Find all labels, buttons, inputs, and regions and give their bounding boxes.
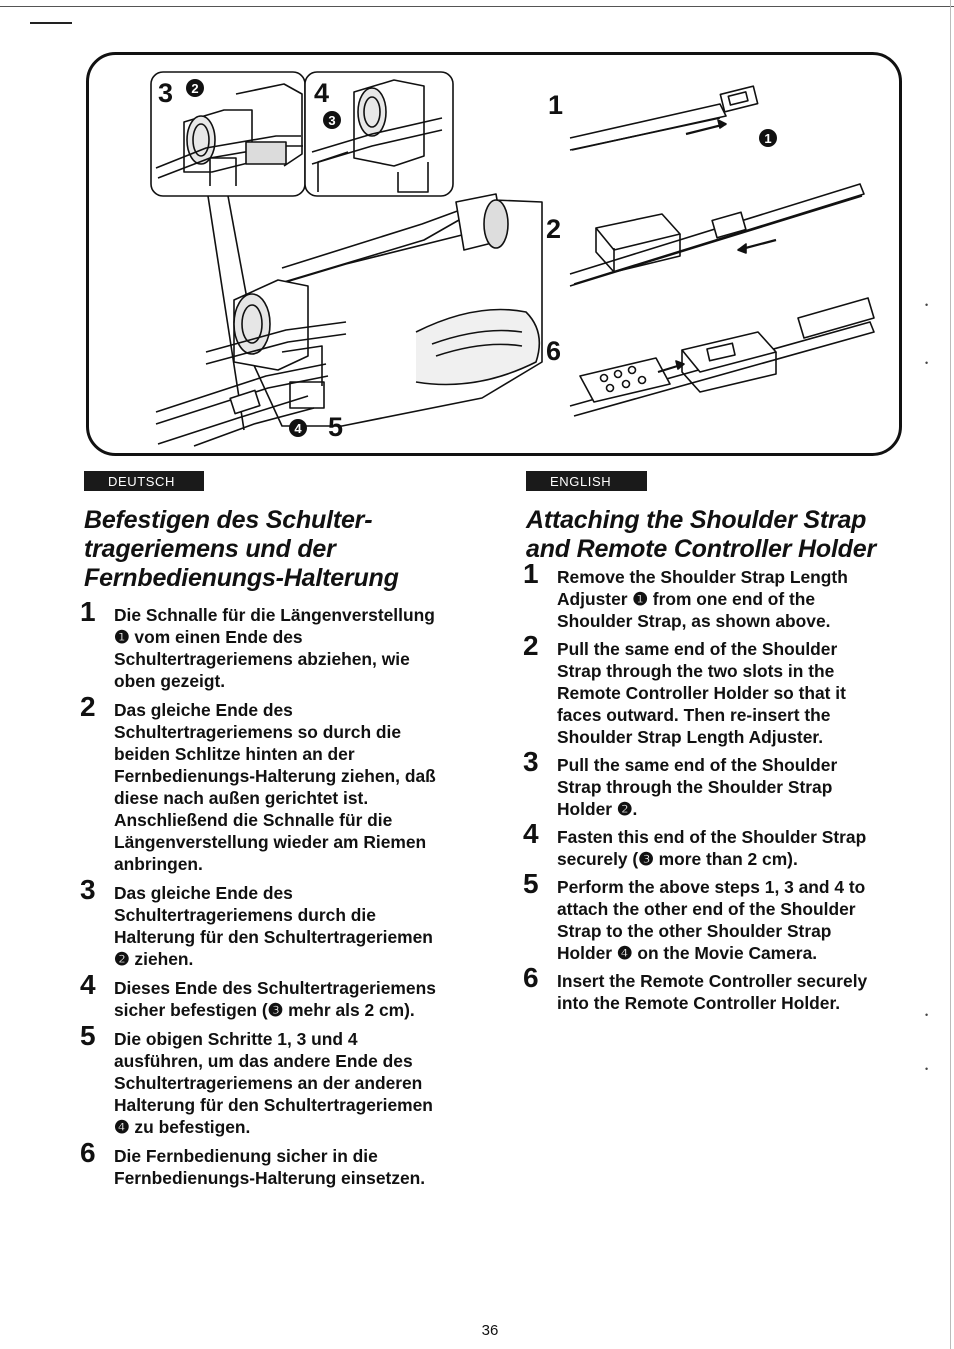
english-step bbox=[523, 818, 893, 870]
step-text: Pull the same end of the Shoulder Strap through the Shoulder Strap Holder ❷. bbox=[557, 755, 838, 819]
german-step bbox=[80, 1137, 465, 1189]
step-number: 3 bbox=[80, 874, 96, 905]
svg-text:2: 2 bbox=[191, 81, 199, 96]
inset-step-3 bbox=[151, 72, 305, 196]
german-steps bbox=[80, 596, 465, 1195]
top-rule bbox=[0, 6, 954, 7]
step-text: Die Schnalle für die Längenverstellung ❶ vom einen Ende des Schultertrageriemens abziehen, wie oben gezeigt. bbox=[114, 605, 435, 691]
german-step bbox=[80, 596, 465, 692]
english-step bbox=[523, 962, 893, 1014]
callout-4 bbox=[289, 419, 307, 437]
figure-label-step-6: 6 bbox=[546, 336, 562, 366]
step-number: 1 bbox=[523, 558, 539, 589]
camera-drawing bbox=[151, 72, 542, 446]
step-text: Die Fernbedienung sicher in die Fernbedienungs-Halterung einsetzen. bbox=[114, 1146, 426, 1188]
svg-text:4: 4 bbox=[294, 421, 302, 436]
figure-label-step-3: 3 bbox=[158, 78, 174, 108]
edge-mark: • bbox=[925, 358, 929, 368]
step-number: 4 bbox=[80, 969, 96, 1000]
english-step bbox=[523, 746, 893, 820]
step-text: Das gleiche Ende des Schultertrageriemens durch die Halterung für den Schultertrageriemen ❷ ziehen. bbox=[114, 883, 433, 969]
step-number: 1 bbox=[80, 596, 96, 627]
german-step bbox=[80, 691, 465, 875]
callout-3 bbox=[323, 111, 341, 129]
step-number: 6 bbox=[80, 1137, 96, 1168]
step-text: Fasten this end of the Shoulder Strap securely (❸ more than 2 cm). bbox=[557, 827, 867, 869]
step-number: 2 bbox=[80, 691, 96, 722]
german-title: Befestigen des Schulter- trageriemens und der Fernbedienungs-Halterung bbox=[84, 506, 399, 592]
step-number: 4 bbox=[523, 818, 539, 849]
english-steps bbox=[523, 558, 893, 1020]
right-edge-rule bbox=[950, 0, 951, 1349]
edge-mark: • bbox=[925, 300, 929, 310]
step-text: Pull the same end of the Shoulder Strap through the two slots in the Remote Controller Holder so that it faces outward. Then re-insert the Shoulder Strap Length Adjuster. bbox=[557, 639, 846, 747]
figure-label-step-4: 4 bbox=[314, 78, 330, 108]
german-step bbox=[80, 874, 465, 970]
language-tag-english: ENGLISH bbox=[526, 471, 647, 491]
svg-text:1: 1 bbox=[764, 131, 772, 146]
english-title: Attaching the Shoulder Strap and Remote Controller Holder bbox=[526, 506, 876, 563]
step-text: Perform the above steps 1, 3 and 4 to attach the other end of the Shoulder Strap to the other Shoulder Strap Holder ❹ on the Movie Camera. bbox=[557, 877, 866, 963]
figure-label-step-1: 1 bbox=[548, 90, 564, 120]
figure-label-step-5: 5 bbox=[328, 412, 344, 442]
step-number: 5 bbox=[523, 868, 539, 899]
step-text: Remove the Shoulder Strap Length Adjuster ❶ from one end of the Shoulder Strap, as shown above. bbox=[557, 567, 848, 631]
callout-2 bbox=[186, 79, 204, 97]
step-text: Dieses Ende des Schultertrageriemens sicher befestigen (❸ mehr als 2 cm). bbox=[114, 978, 436, 1020]
figure-label-step-2: 2 bbox=[546, 214, 562, 244]
top-dash bbox=[30, 22, 72, 24]
edge-mark: • bbox=[925, 1010, 929, 1020]
german-step bbox=[80, 969, 465, 1021]
page-number: 36 bbox=[481, 1322, 499, 1339]
english-step bbox=[523, 558, 893, 632]
english-step bbox=[523, 630, 893, 748]
language-tag-german: DEUTSCH bbox=[84, 471, 204, 491]
step-number: 3 bbox=[523, 746, 539, 777]
callout-1 bbox=[759, 129, 777, 147]
english-step bbox=[523, 868, 893, 964]
edge-mark: • bbox=[925, 1064, 929, 1074]
german-step bbox=[80, 1020, 465, 1138]
step-text: Insert the Remote Controller securely into the Remote Controller Holder. bbox=[557, 971, 868, 1013]
step-number: 6 bbox=[523, 962, 539, 993]
strap-attachment-illustration bbox=[86, 52, 902, 456]
strap-steps-drawing bbox=[570, 86, 874, 416]
step-text: Die obigen Schritte 1, 3 und 4 ausführen, um das andere Ende des Schultertrageriemens an der anderen Halterung für den Schultertrageriemen ❹ zu befestigen. bbox=[114, 1029, 433, 1137]
step-number: 2 bbox=[523, 630, 539, 661]
step-text: Das gleiche Ende des Schultertrageriemens so durch die beiden Schlitze hinten an der Fernbedienungs-Halterung ziehen, daß diese nach außen gerichtet ist. Anschließend die Schnalle für die Längenverstellung wieder am Riemen anbringen. bbox=[114, 700, 436, 874]
svg-text:3: 3 bbox=[328, 113, 336, 128]
step-number: 5 bbox=[80, 1020, 96, 1051]
